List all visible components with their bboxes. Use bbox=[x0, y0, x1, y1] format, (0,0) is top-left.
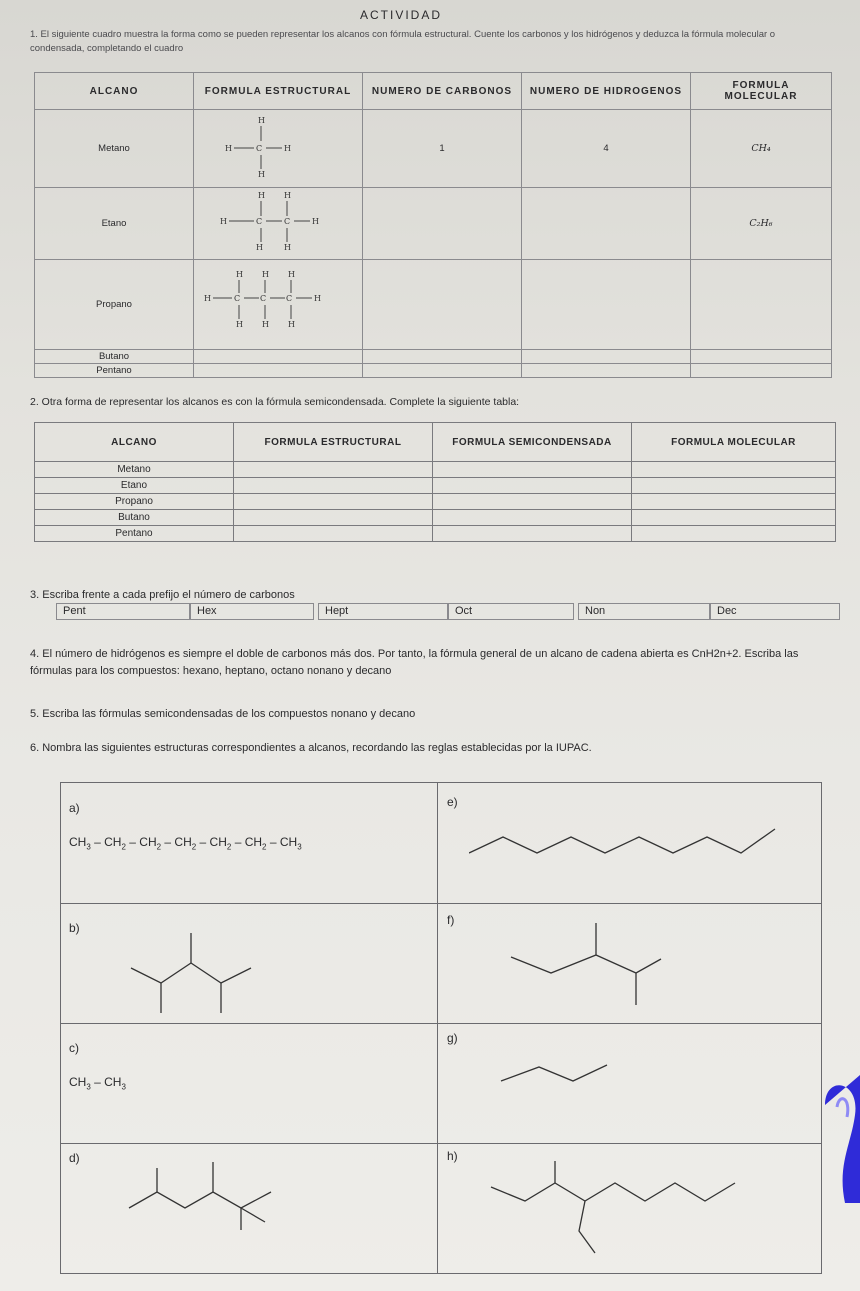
alkane-name: Metano bbox=[35, 462, 234, 478]
svg-text:H: H bbox=[258, 170, 265, 179]
table-row bbox=[35, 494, 836, 510]
table-row bbox=[35, 526, 836, 542]
alkane-name: Butano bbox=[35, 350, 194, 364]
svg-text:H: H bbox=[256, 243, 263, 252]
svg-text:H: H bbox=[225, 144, 232, 153]
table-header-row bbox=[35, 73, 832, 110]
empty-cell[interactable] bbox=[632, 510, 836, 526]
svg-text:C: C bbox=[286, 294, 293, 303]
alkane-name: Pentano bbox=[35, 364, 194, 378]
alkane-name: Butano bbox=[35, 510, 234, 526]
carbon-count-empty[interactable] bbox=[363, 260, 522, 350]
alkane-name: Propano bbox=[35, 494, 234, 510]
item-label: f) bbox=[447, 913, 455, 927]
item-label: g) bbox=[447, 1031, 458, 1045]
prefix-cell[interactable]: Pent bbox=[56, 603, 190, 620]
skeletal-structure-b bbox=[121, 928, 321, 1018]
empty-cell[interactable] bbox=[691, 350, 832, 364]
ethane-structure bbox=[198, 188, 348, 256]
divider bbox=[61, 903, 821, 904]
svg-text:H: H bbox=[288, 270, 295, 279]
table-row bbox=[35, 478, 836, 494]
svg-text:H: H bbox=[204, 294, 211, 303]
skeletal-structure-g bbox=[499, 1059, 619, 1099]
empty-cell[interactable] bbox=[363, 364, 522, 378]
col-header: ALCANO bbox=[35, 423, 234, 462]
table-row bbox=[35, 364, 832, 378]
col-header: NUMERO DE CARBONOS bbox=[363, 73, 522, 110]
svg-text:H: H bbox=[288, 320, 295, 329]
skeletal-structure-h bbox=[485, 1153, 785, 1263]
item-label: h) bbox=[447, 1149, 458, 1163]
alkane-name: Pentano bbox=[35, 526, 234, 542]
empty-cell[interactable] bbox=[632, 526, 836, 542]
page-title: ACTIVIDAD bbox=[360, 8, 443, 22]
col-header: FORMULA ESTRUCTURAL bbox=[194, 73, 363, 110]
empty-cell[interactable] bbox=[632, 462, 836, 478]
formula-empty[interactable] bbox=[691, 260, 832, 350]
svg-text:H: H bbox=[284, 144, 291, 153]
empty-cell[interactable] bbox=[433, 526, 632, 542]
structure-cell bbox=[194, 188, 363, 260]
question-5-text: 5. Escriba las fórmulas semicondensadas de los compuestos nonano y decano bbox=[30, 708, 416, 720]
hydrogen-count: 4 bbox=[522, 110, 691, 188]
question-3-text: 3. Escriba frente a cada prefijo el número de carbonos bbox=[30, 589, 295, 601]
svg-text:H: H bbox=[262, 270, 269, 279]
empty-cell[interactable] bbox=[433, 510, 632, 526]
empty-cell[interactable] bbox=[234, 478, 433, 494]
structures-table bbox=[60, 782, 822, 1274]
svg-text:H: H bbox=[284, 243, 291, 252]
skeletal-structure-d bbox=[121, 1148, 341, 1268]
empty-cell[interactable] bbox=[691, 364, 832, 378]
svg-text:H: H bbox=[220, 217, 227, 226]
empty-cell[interactable] bbox=[433, 462, 632, 478]
empty-cell[interactable] bbox=[234, 494, 433, 510]
item-label: a) bbox=[69, 801, 80, 815]
col-header: NUMERO DE HIDROGENOS bbox=[522, 73, 691, 110]
empty-cell[interactable] bbox=[234, 526, 433, 542]
empty-cell[interactable] bbox=[234, 510, 433, 526]
prefix-cell[interactable]: Non bbox=[578, 603, 710, 620]
condensed-formula-a: $CH_3 - CH_2 - CH_2 - CH_2 - CH_2 - CH_2 - CH_3$ bbox=[69, 835, 302, 852]
empty-cell[interactable] bbox=[632, 478, 836, 494]
question-1-text: 1. El siguiente cuadro muestra la forma como se pueden representar los alcanos con fórmula estructural. Cuente los carbonos y los hidrógenos y deduzca la fórmula molecular o condensada, completando el cuadro bbox=[30, 29, 776, 54]
molecular-formula: CH₄ bbox=[691, 110, 832, 188]
alkane-name: Etano bbox=[35, 478, 234, 494]
carbon-count: 1 bbox=[363, 110, 522, 188]
blue-highlight-mark bbox=[815, 1075, 860, 1205]
col-header: FORMULA SEMICONDENSADA bbox=[433, 423, 632, 462]
prefix-cell[interactable]: Oct bbox=[448, 603, 574, 620]
hydrogen-count-empty[interactable] bbox=[522, 188, 691, 260]
methane-structure bbox=[198, 111, 348, 183]
empty-cell[interactable] bbox=[632, 494, 836, 510]
divider bbox=[437, 783, 438, 1273]
table-row bbox=[35, 462, 836, 478]
alkane-name: Etano bbox=[35, 188, 194, 260]
carbon-count-empty[interactable] bbox=[363, 188, 522, 260]
propane-structure bbox=[198, 261, 348, 345]
svg-text:H: H bbox=[312, 217, 319, 226]
item-label: c) bbox=[69, 1041, 79, 1055]
question-2-text: 2. Otra forma de representar los alcanos es con la fórmula semicondensada. Complete la siguiente tabla: bbox=[30, 396, 520, 408]
svg-text:H: H bbox=[314, 294, 321, 303]
empty-cell[interactable] bbox=[433, 478, 632, 494]
prefix-cell[interactable]: Hept bbox=[318, 603, 448, 620]
svg-text:H: H bbox=[258, 191, 265, 200]
table-row bbox=[35, 350, 832, 364]
empty-cell[interactable] bbox=[522, 364, 691, 378]
alkane-table-1 bbox=[34, 72, 832, 378]
item-label: b) bbox=[69, 921, 80, 935]
empty-cell[interactable] bbox=[234, 462, 433, 478]
col-header: FORMULA ESTRUCTURAL bbox=[234, 423, 433, 462]
empty-cell[interactable] bbox=[433, 494, 632, 510]
svg-text:H: H bbox=[284, 191, 291, 200]
svg-text:C: C bbox=[260, 294, 267, 303]
alkane-table-2 bbox=[34, 422, 836, 542]
col-header: FORMULA MOLECULAR bbox=[632, 423, 836, 462]
table-row bbox=[35, 510, 836, 526]
prefix-cell[interactable]: Hex bbox=[190, 603, 314, 620]
alkane-name: Propano bbox=[35, 260, 194, 350]
col-header: ALCANO bbox=[35, 73, 194, 110]
svg-text:C: C bbox=[234, 294, 241, 303]
svg-text:H: H bbox=[258, 116, 265, 125]
empty-cell[interactable] bbox=[194, 364, 363, 378]
molecular-formula: C₂H₆ bbox=[691, 188, 832, 260]
table-row bbox=[35, 188, 832, 260]
svg-text:H: H bbox=[236, 320, 243, 329]
hydrogen-count-empty[interactable] bbox=[522, 260, 691, 350]
divider bbox=[61, 1143, 821, 1144]
empty-cell[interactable] bbox=[522, 350, 691, 364]
svg-text:H: H bbox=[236, 270, 243, 279]
svg-text:C: C bbox=[256, 144, 263, 153]
question-6-text: 6. Nombra las siguientes estructuras correspondientes a alcanos, recordando las reglas establecidas por la IUPAC. bbox=[30, 742, 592, 754]
svg-text:C: C bbox=[284, 217, 291, 226]
item-label: e) bbox=[447, 795, 458, 809]
col-header: FORMULA MOLECULAR bbox=[691, 73, 832, 110]
structure-cell bbox=[194, 110, 363, 188]
divider bbox=[61, 1023, 821, 1024]
svg-text:H: H bbox=[262, 320, 269, 329]
alkane-name: Metano bbox=[35, 110, 194, 188]
table-row bbox=[35, 260, 832, 350]
item-label: d) bbox=[69, 1151, 80, 1165]
condensed-formula-c: $CH_3 - CH_3$ bbox=[69, 1075, 126, 1092]
table-header-row bbox=[35, 423, 836, 462]
prefix-row bbox=[56, 603, 840, 631]
prefix-cell[interactable]: Dec bbox=[710, 603, 840, 620]
table-row bbox=[35, 110, 832, 188]
svg-text:C: C bbox=[256, 217, 263, 226]
skeletal-structure-f bbox=[501, 915, 671, 1015]
structure-cell bbox=[194, 260, 363, 350]
question-4-text: 4. El número de hidrógenos es siempre el doble de carbonos más dos. Por tanto, la fórmula general de un alcano de cadena abierta es CnH2n+2. Escriba las fórmulas para los compuestos: hexano, heptano, octano nonano y decano bbox=[30, 648, 799, 677]
empty-cell[interactable] bbox=[363, 350, 522, 364]
skeletal-structure-e bbox=[469, 823, 789, 863]
empty-cell[interactable] bbox=[194, 350, 363, 364]
